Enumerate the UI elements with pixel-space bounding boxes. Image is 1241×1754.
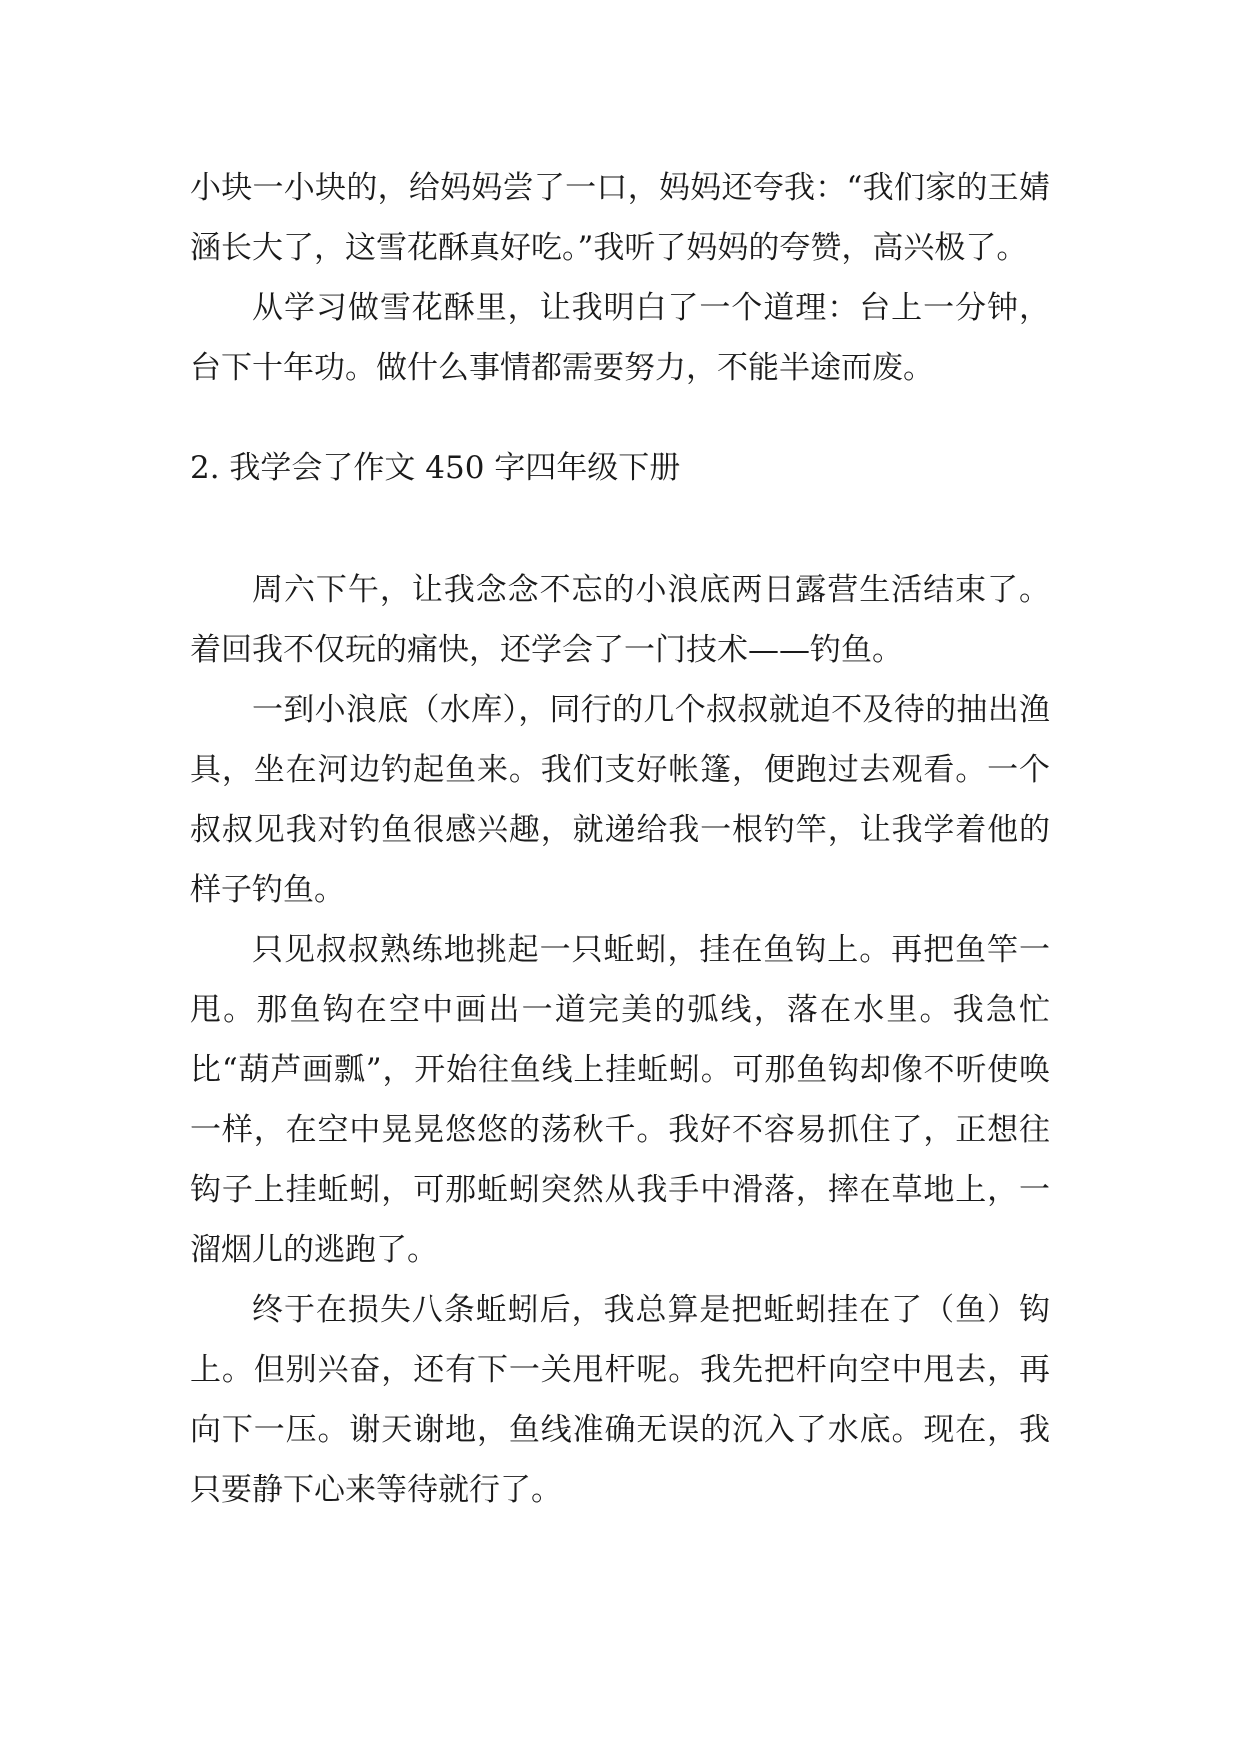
spacer <box>190 398 1050 438</box>
paragraph-conclusion: 从学习做雪花酥里，让我明白了一个道理：台上一分钟，台下十年功。做什么事情都需要努力，不能半途而废。 <box>190 290 1050 386</box>
paragraph-4: 终于在损失八条蚯蚓后，我总算是把蚯蚓挂在了（鱼）钩上。但别兴奋，还有下一关甩杆呢。我先把杆向空中甩去，再向下一压。谢天谢地，鱼线准确无误的沉入了水底。现在，我只要静下心来等待就行了。 <box>190 1292 1050 1508</box>
paragraph-2: 一到小浪底（水库），同行的几个叔叔就迫不及待的抽出渔具，坐在河边钓起鱼来。我们支好帐篷，便跑过去观看。一个叔叔见我对钓鱼很感兴趣，就递给我一根钓竿，让我学着他的样子钓鱼。 <box>190 692 1050 908</box>
section-heading: 2. 我学会了作文 450 字四年级下册 <box>190 450 681 486</box>
document-body <box>190 158 1050 1520</box>
paragraph-continuation: 小块一小块的，给妈妈尝了一口，妈妈还夸我：“我们家的王婧涵长大了，这雪花酥真好吃。”我听了妈妈的夸赞，高兴极了。 <box>190 170 1050 266</box>
paragraph-3: 只见叔叔熟练地挑起一只蚯蚓，挂在鱼钩上。再把鱼竿一甩。那鱼钩在空中画出一道完美的弧线，落在水里。我急忙比“葫芦画瓢”，开始往鱼线上挂蚯蚓。可那鱼钩却像不听使唤一样，在空中晃晃悠悠的荡秋千。我好不容易抓住了，正想往钩子上挂蚯蚓，可那蚯蚓突然从我手中滑落，摔在草地上，一溜烟儿的逃跑了。 <box>190 932 1050 1268</box>
paragraph-1: 周六下午，让我念念不忘的小浪底两日露营生活结束了。着回我不仅玩的痛快，还学会了一门技术——钓鱼。 <box>190 572 1050 668</box>
spacer <box>190 498 1050 560</box>
